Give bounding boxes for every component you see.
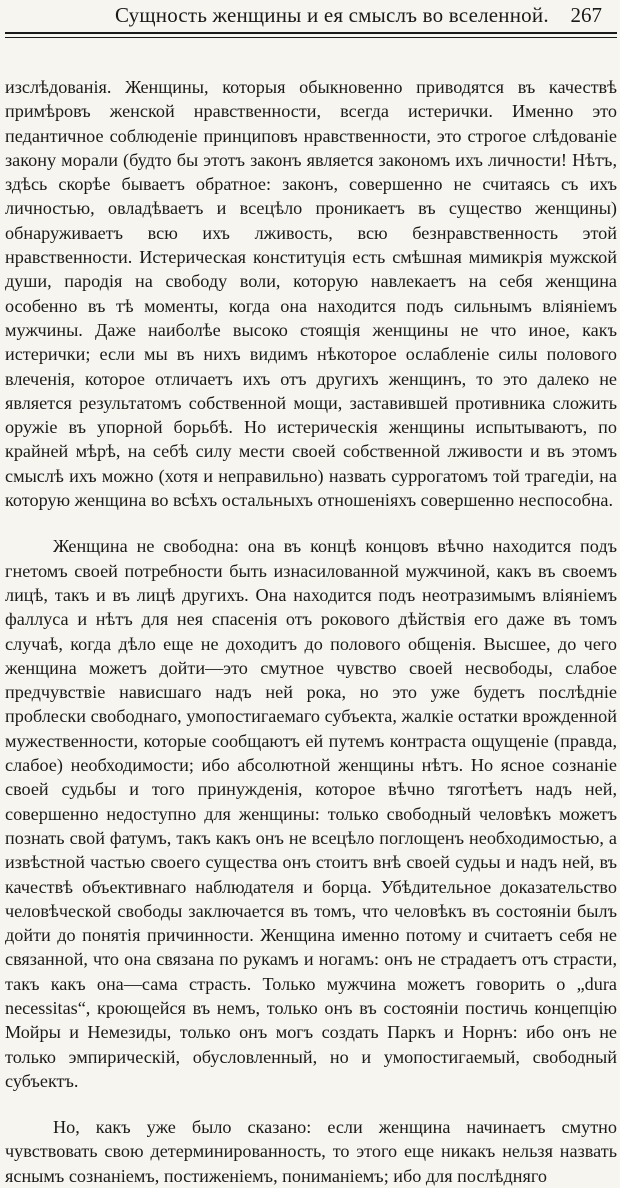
paragraph-determinism: Но, какъ уже было сказано: если женщина начинаетъ смутно чувствовать свою детерминированность, то этого еще никакъ нельзя назвать яснымъ сознаніемъ, постиженіемъ, пониманіемъ; ибо для послѣдняго xyxy=(5,1117,617,1186)
header-rule-thin xyxy=(5,37,617,38)
running-title: Сущность женщины и ея смыслъ во вселенной. xyxy=(115,3,549,27)
page-number: 267 xyxy=(570,3,602,27)
header-rule xyxy=(5,32,617,34)
page-header xyxy=(0,0,620,30)
body-text xyxy=(5,75,617,1188)
paragraph-continued: изслѣдованія. Женщины, которыя обыкновенно приводятся въ качествѣ примѣровъ женской нравственности, всегда истерички. Именно это педантичное соблюденіе принциповъ нравственности, это строгое слѣдованіе закону морали (будто бы этотъ законъ является закономъ ихъ личности! Нѣтъ, здѣсь скорѣе бываетъ обратное: законъ, совершенно не считаясь съ ихъ личностью, овладѣваетъ и всецѣло проникаетъ въ существо женщины) обнаруживаетъ всю ихъ лживость, всю безнравственность этой нравственности. Истерическая конституція есть смѣшная мимикрія мужской души, пародія на свободу воли, которую навлекаетъ на себя женщина особенно въ тѣ моменты, когда она находится подъ сильнымъ вліяніемъ мужчины. Даже наиболѣе высоко стоящія женщины не что иное, какъ истерички; если мы въ нихъ видимъ нѣкоторое ослабленіе силы полового влеченія, которое отличаетъ ихъ отъ другихъ женщинъ, то это далеко не является результатомъ собственной мощи, заставившей противника сложить оружіе въ упорной борьбѣ. Но истерическія женщины испытываютъ, по крайней мѣрѣ, на себѣ силу мести своей собственной лживости и въ этомъ смыслѣ ихъ можно (хотя и неправильно) назвать суррогатомъ той трагедіи, на которую женщина во всѣхъ остальныхъ отношеніяхъ совершенно неспособна. xyxy=(5,77,617,511)
paragraph-woman-not-free: Женщина не свободна: она въ концѣ концовъ вѣчно находится подъ гнетомъ своей потребности быть изнасилованной мужчиной, какъ въ своемъ лицѣ, такъ и въ лицѣ другихъ. Она находится подъ неотразимымъ вліяніемъ фаллуса и нѣтъ для нея спасенія отъ рокового дѣйствія его даже въ томъ случаѣ, когда дѣло еще не доходитъ до полового общенія. Высшее, до чего женщина можетъ дойти—это смутное чувство своей несвободы, слабое предчувствіе нависшаго надъ ней рока, но это уже будетъ послѣдніе проблески свободнаго, умопостигаемаго субъекта, жалкіе остатки врожденной мужественности, которые сообщаютъ ей путемъ контраста ощущеніе (правда, слабое) необходимости; ибо абсолютной женщины нѣтъ. Но ясное сознаніе своей судьбы и того принужденія, которое вѣчно тяготѣетъ надъ ней, совершенно недоступно для женщины: только свободный человѣкъ можетъ познать свой фатумъ, такъ какъ онъ не всецѣло поглощенъ необходимостью, а извѣстной частью своего существа онъ стоитъ внѣ своей судьы и надъ ней, въ качествѣ объективнаго наблюдателя и борца. Убѣдительное доказательство человѣческой свободы заключается въ томъ, что человѣкъ въ состояніи былъ дойти до понятія причинности. Женщина именно потому и считаетъ себя не связанной, что она связана по рукамъ и ногамъ: онъ не страдаетъ отъ страсти, такъ какъ она—сама страсть. Только мужчина можетъ говорить о „dura necessitas“, кроющейся въ немъ, только онъ въ состояніи постичь концепцію Мойры и Немезиды, только онъ могъ создать Паркъ и Норнъ: ибо онъ не только эмпирическій, обусловленный, но и умопостигаемый, свободный субъектъ. xyxy=(5,536,617,1091)
